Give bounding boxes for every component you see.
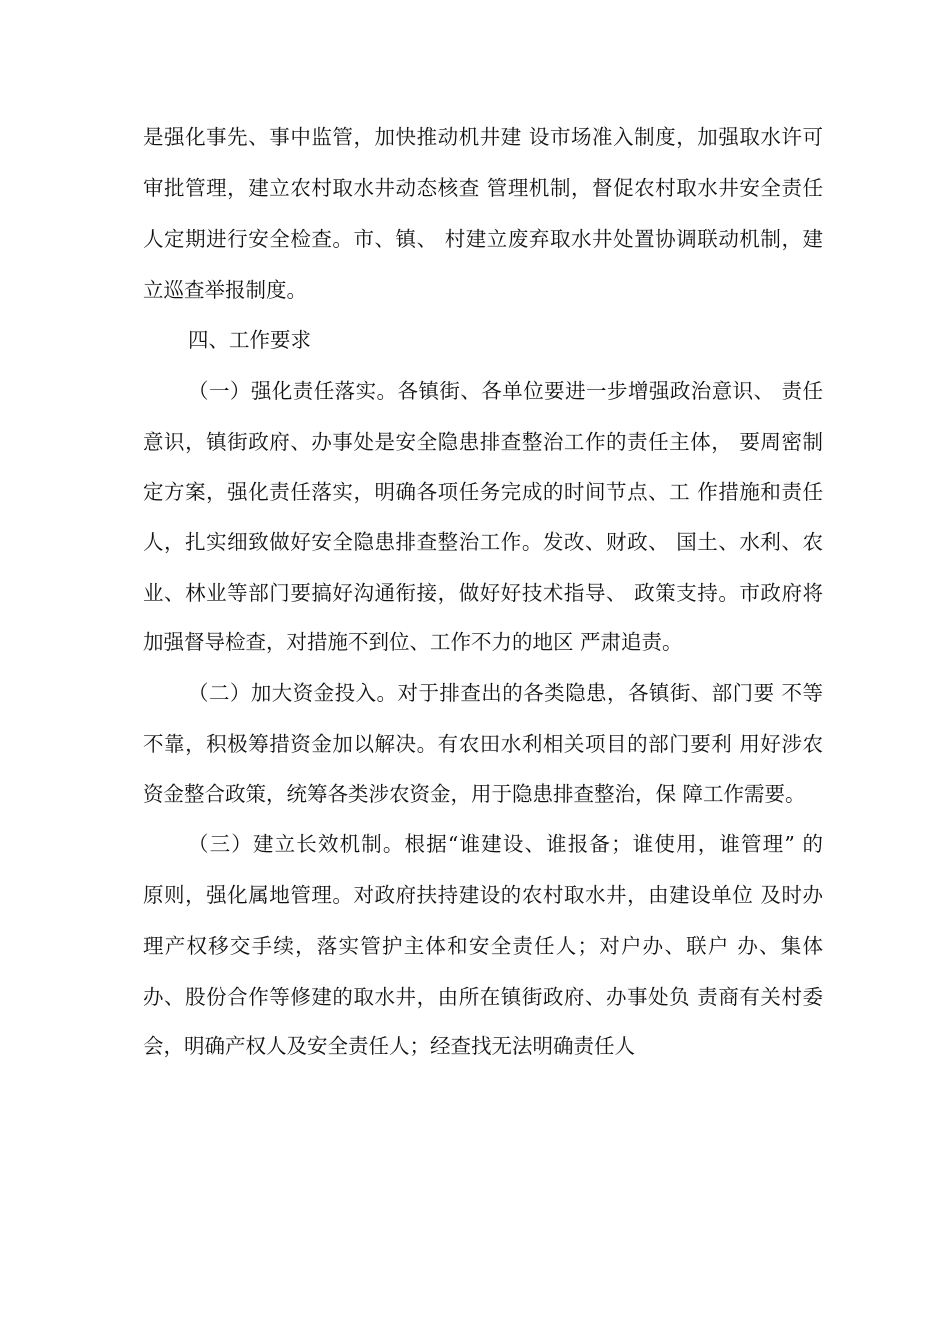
text-line: 加强督导检查，对措施不到位、工作不力的地区 严肃追责。 [143, 630, 683, 654]
text-line: （二）加大资金投入。对于排查出的各类隐患，各镇街、部门要 不等 [188, 681, 823, 705]
text-line: 不靠，积极筹措资金加以解决。有农田水利相关项目的部门要利 用好涉农 [143, 732, 823, 756]
section-heading: 四、工作要求 [188, 328, 311, 352]
text-line: 业、林业等部门要搞好沟通衔接，做好好技术指导、 政策支持。市政府将 [143, 581, 823, 605]
text-line: 意识，镇街政府、办事处是安全隐患排查整治工作的责任主体， 要周密制 [143, 430, 823, 454]
text-line: （三）建立长效机制。根据“谁建设、谁报备；谁使用，谁管理” 的 [188, 832, 823, 856]
text-line: 理产权移交手续，落实管护主体和安全责任人；对户办、联户 办、集体 [143, 934, 823, 958]
text-line: 人，扎实细致做好安全隐患排查整治工作。发改、财政、 国土、水利、农 [143, 530, 823, 554]
text-line: 办、股份合作等修建的取水井，由所在镇街政府、办事处负 责商有关村委 [143, 985, 823, 1009]
text-line: 人定期进行安全检查。市、镇、 村建立废弃取水井处置协调联动机制，建 [143, 227, 823, 251]
text-line: 是强化事先、事中监管，加快推动机井建 设市场准入制度，加强取水许可 [143, 125, 823, 149]
text-line: 立巡查举报制度。 [143, 278, 307, 302]
text-line: （一）强化责任落实。各镇街、各单位要进一步增强政治意识、 责任 [188, 379, 823, 403]
text-line: 会，明确产权人及安全责任人；经查找无法明确责任人 [143, 1034, 635, 1058]
text-line: 审批管理，建立农村取水井动态核查 管理机制，督促农村取水井安全责任 [143, 176, 823, 200]
text-line: 原则，强化属地管理。对政府扶持建设的农村取水井，由建设单位 及时办 [143, 883, 823, 907]
text-line: 资金整合政策，统筹各类涉农资金，用于隐患排查整治，保 障工作需要。 [143, 782, 806, 806]
text-line: 定方案，强化责任落实，明确各项任务完成的时间节点、工 作措施和责任 [143, 480, 823, 504]
